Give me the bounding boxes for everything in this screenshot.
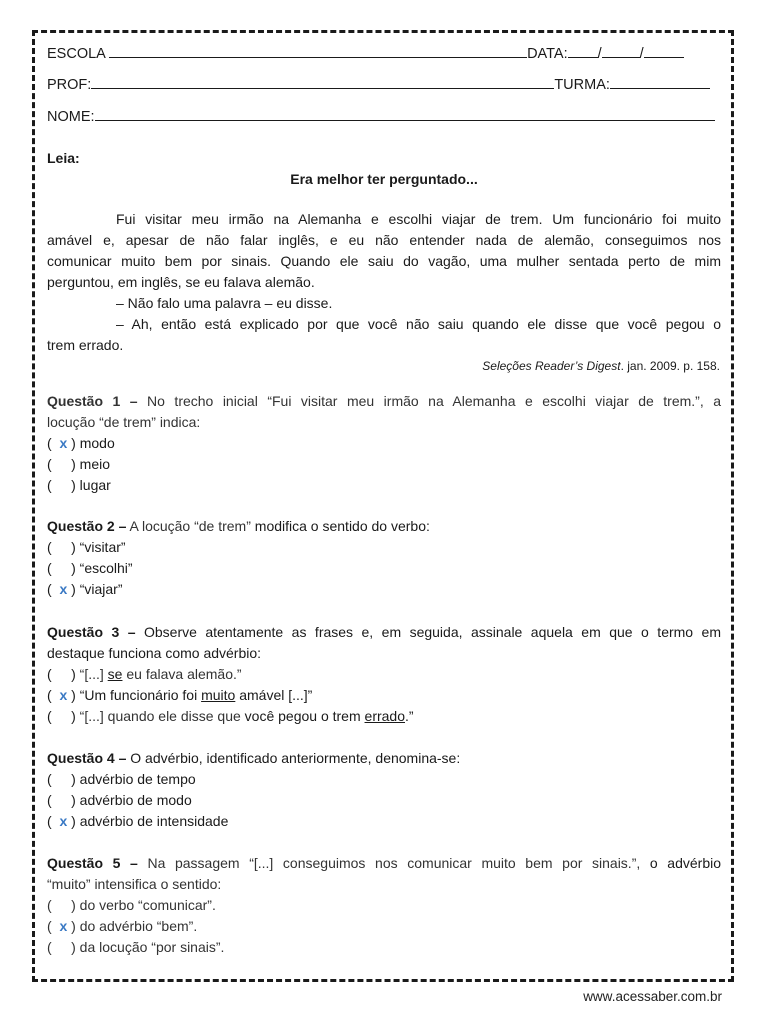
q4-option-c[interactable]: ( x ) advérbio de intensidade [47,813,229,829]
turma-label: TURMA: [554,77,610,93]
question-5-line-1: Questão 5 – Na passagem “[...] conseguimos nos comunicar muito bem por sinais.”, o advérbio [47,855,722,871]
date-year-field[interactable] [644,43,684,58]
data-label: DATA: [527,46,568,62]
date-day-field[interactable] [568,43,598,58]
dialogue-line-2: – Ah, então está explicado por que você não saiu quando ele disse que você pegou o [116,316,721,332]
answer-mark: x [59,687,68,703]
footer-website: www.acessaber.com.br [583,989,722,1004]
text-line-1: Fui visitar meu irmão na Alemanha e escolhi viajar de trem. Um funcionário foi muito [116,211,721,227]
dialogue-line-1: – Não falo uma palavra – eu disse. [116,295,333,311]
answer-mark: x [59,918,68,934]
answer-mark: x [59,435,68,451]
text-line-2: amável e, apesar de não falar inglês, e eu não entender nada de alemão, conseguimos nos [47,232,721,248]
question-1-line-2: locução “de trem” indica: [47,414,201,430]
q3-option-b[interactable]: ( x ) “Um funcionário foi muito amável [...]” [47,687,313,703]
dialogue-line-3: trem errado. [47,337,124,353]
q5-option-a[interactable]: ( ) do verbo “comunicar”. [47,897,216,913]
prof-field[interactable] [91,74,554,89]
nome-label: NOME: [47,109,95,125]
text-line-4: perguntou, em inglês, se eu falava alemão. [47,274,315,290]
question-2-line-1: Questão 2 – A locução “de trem” modifica o sentido do verbo: [47,518,430,534]
escola-field[interactable] [109,43,527,58]
question-3-line-1: Questão 3 – Observe atentamente as frases e, em seguida, assinale aquela em que o termo em [47,624,721,640]
header-nome-row [47,106,715,127]
q2-option-b[interactable]: ( ) “escolhi” [47,560,133,576]
text-title: Era melhor ter perguntado... [290,171,478,187]
q1-option-c[interactable]: ( ) lugar [47,477,111,493]
turma-field[interactable] [610,74,710,89]
q5-option-b[interactable]: ( x ) do advérbio “bem”. [47,918,198,934]
leia-heading: Leia: [47,150,80,166]
prof-label: PROF: [47,77,92,93]
text-line-3: comunicar muito bem por sinais. Quando ele saiu do vagão, uma mulher sentada perto de mim [47,253,721,269]
header-prof-row [47,74,710,95]
q5-option-c[interactable]: ( ) da locução “por sinais”. [47,939,225,955]
answer-mark: x [59,813,68,829]
question-1-line-1: Questão 1 – No trecho inicial “Fui visitar meu irmão na Alemanha e escolhi viajar de trem.”, a [47,393,721,409]
q1-option-a[interactable]: ( x ) modo [47,435,115,451]
text-source: Seleções Reader’s Digest. jan. 2009. p. 158. [482,359,720,373]
question-3-line-2: destaque funciona como advérbio: [47,645,262,661]
header-escola-row: ESCOLA DATA: / / [47,43,684,64]
answer-mark: x [59,581,68,597]
q3-option-c[interactable]: ( ) “[...] quando ele disse que você pegou o trem errado.” [47,708,414,724]
q1-option-b[interactable]: ( ) meio [47,456,111,472]
q2-option-a[interactable]: ( ) “visitar” [47,539,126,555]
q4-option-a[interactable]: ( ) advérbio de tempo [47,771,196,787]
nome-field[interactable] [95,106,715,121]
escola-label: ESCOLA [47,46,106,62]
q4-option-b[interactable]: ( ) advérbio de modo [47,792,192,808]
question-4-line-1: Questão 4 – O advérbio, identificado anteriormente, denomina-se: [47,750,461,766]
date-month-field[interactable] [602,43,640,58]
question-5-line-2: “muito” intensifica o sentido: [47,876,222,892]
q2-option-c[interactable]: ( x ) “viajar” [47,581,123,597]
q3-option-a[interactable]: ( ) “[...] se eu falava alemão.” [47,666,242,682]
